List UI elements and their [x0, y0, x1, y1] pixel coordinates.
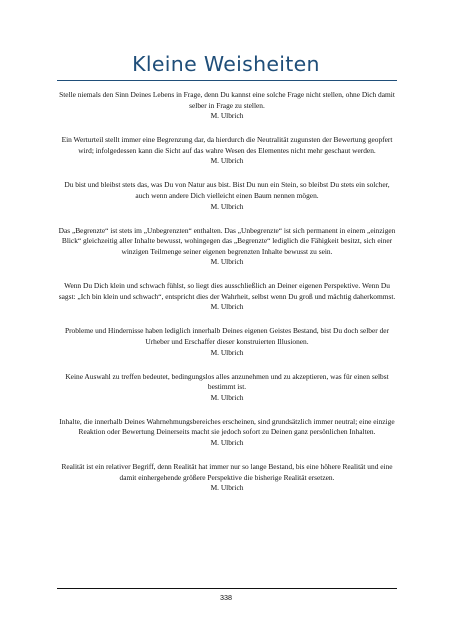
quote-item — [57, 135, 397, 167]
quote-text: Du bist und bleibst stets das, was Du von Natur aus bist. Bist Du nun ein Stein, so bleibst Du stets ein solcher, auch wenn andere Dich vielleicht einen Baum nennen mögen. — [64, 180, 390, 200]
quote-text: Inhalte, die innerhalb Deines Wahrnehmungsbereiches erscheinen, sind grundsätzlich immer neutral; eine einzige Reaktion oder Bewertung Deinerseits macht sie jedoch sofort zu Deinen ganz persönlichen Inhalten. — [59, 416, 395, 437]
quote-author: M. Ulbrich — [210, 257, 244, 267]
quote-text: Keine Auswahl zu treffen bedeutet, bedingungslos alles anzunehmen und zu akzeptieren, was für einen selbst bestimmt ist. — [65, 371, 389, 392]
quote-text: Probleme und Hindernisse haben lediglich innerhalb Deines eigenen Geistes Bestand, bist Du doch selber der Urheber und Erschaffer dieser konstruierten Illusionen. — [64, 326, 390, 347]
quote-item — [57, 90, 397, 122]
quote-item — [57, 180, 397, 212]
quote-item — [57, 372, 397, 404]
quote-text: Realität ist ein relativer Begriff, denn Realität hat immer nur so lange Bestand, bis eine höhere Realität und eine damit einhergehende größere Perspektive die bisherige Realität ersetzen. — [61, 461, 393, 482]
quote-author: M. Ulbrich — [210, 111, 244, 121]
quote-text: Wenn Du Dich klein und schwach fühlst, so liegt dies ausschließlich an Deiner eigenen Perspektive. Wenn Du sagst: „Ich bin klein und schwach“, entspricht dies der Wahrheit, selbst wenn Du groß und mächtig daherkommst. — [58, 281, 396, 301]
quote-list — [57, 90, 397, 507]
quote-author: M. Ulbrich — [210, 302, 244, 312]
page-number: 338 — [220, 593, 232, 602]
quote-author: M. Ulbrich — [210, 437, 244, 447]
title-underline — [57, 80, 397, 81]
quote-text: Das „Begrenzte“ ist stets im „Unbegrenzten“ enthalten. Das „Unbegrenzte“ ist sich permanent in einem „einzigen Blick“ gleichzeitig aller Inhalte bewusst, wohingegen das „Begrenzte“ lediglich die Fähigkeit besitzt, sich einer winzigen Teilmenge seiner eigenen begrenzten Inhalte bewusst zu sein. — [58, 225, 396, 256]
quote-text: Stelle niemals den Sinn Deines Lebens in Frage, denn Du kannst eine solche Frage nicht stellen, ohne Dich damit selber in Frage zu stellen. — [59, 90, 395, 110]
quote-item — [57, 326, 397, 358]
quote-author: M. Ulbrich — [210, 156, 244, 166]
quote-item — [57, 281, 397, 313]
quote-author: M. Ulbrich — [210, 347, 244, 357]
quote-author: M. Ulbrich — [210, 201, 244, 211]
quote-author: M. Ulbrich — [210, 392, 244, 402]
quote-author: M. Ulbrich — [210, 483, 244, 493]
footer-rule — [57, 588, 397, 589]
quote-item — [57, 417, 397, 449]
page-title: Kleine Weisheiten — [132, 52, 320, 76]
quote-item — [57, 462, 397, 494]
quote-text: Ein Werturteil stellt immer eine Begrenzung dar, da hierdurch die Neutralität zugunsten der Bewertung geopfert wird; infolgedessen kann die Sicht auf das wahre Wesen des Elementes nicht mehr geschaut werden. — [61, 135, 393, 155]
quote-item — [57, 226, 397, 268]
